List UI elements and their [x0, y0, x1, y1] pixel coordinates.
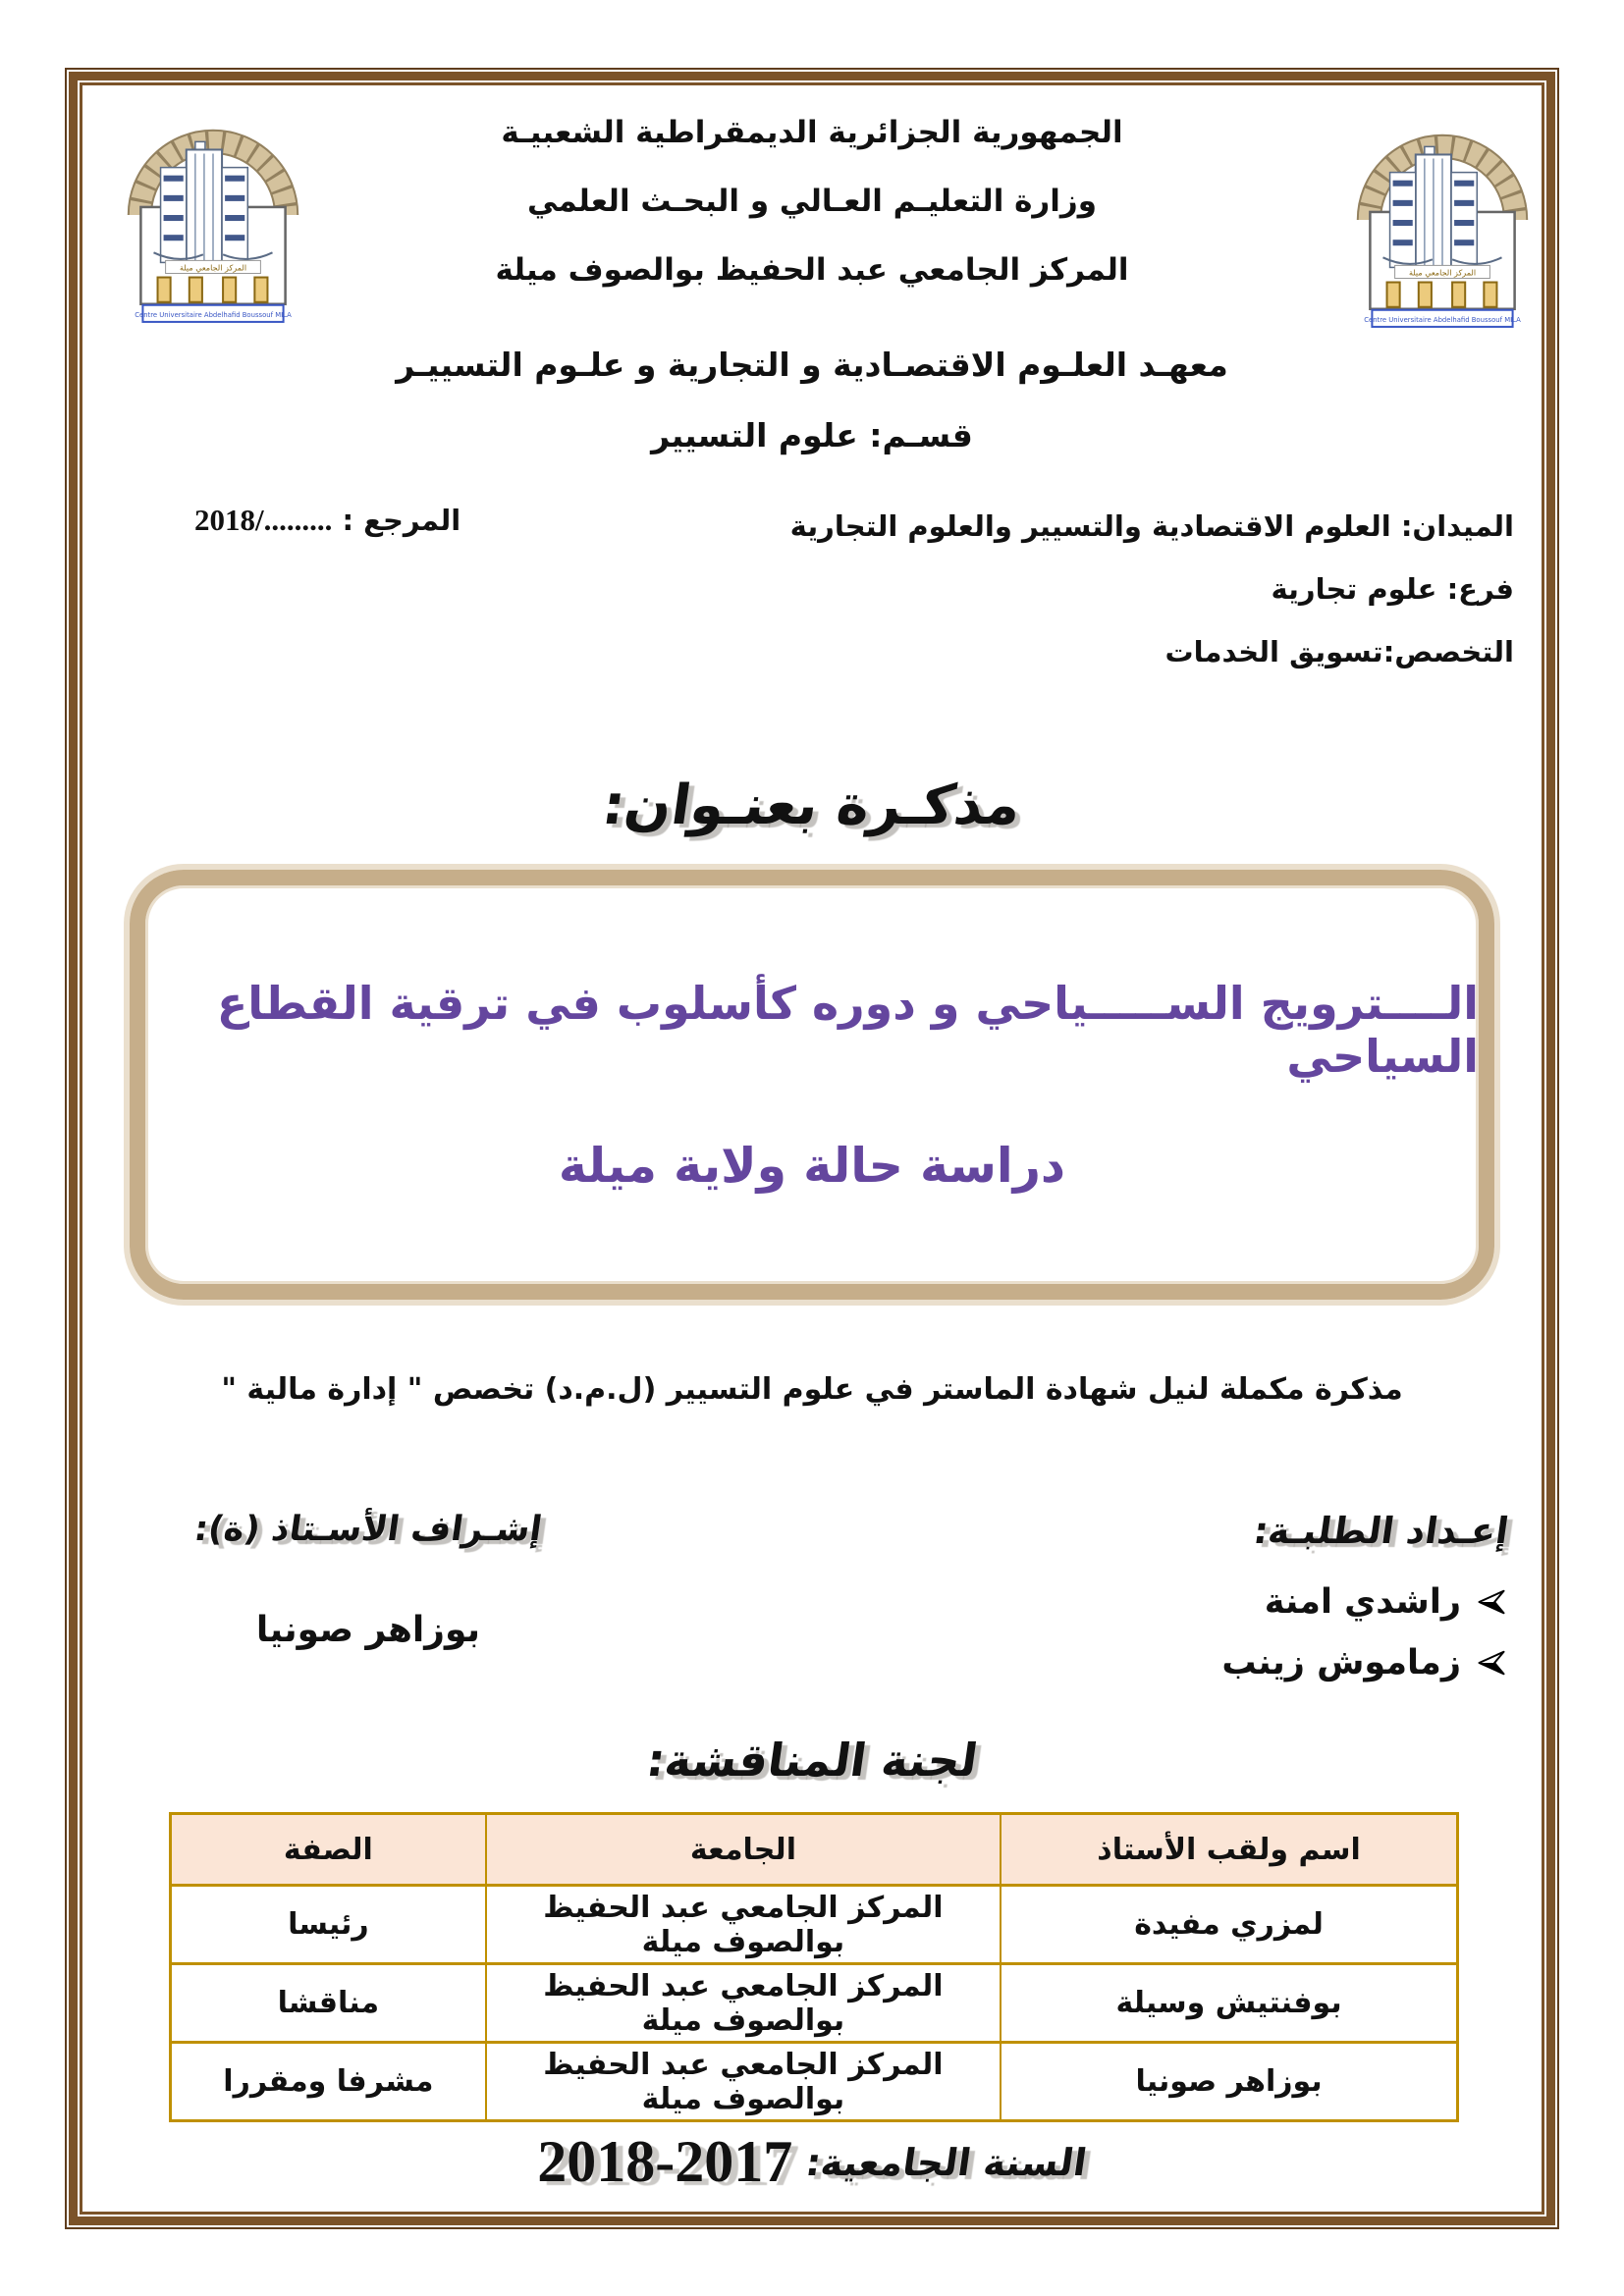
academic-year-label: السنة الجامعية: — [803, 2140, 1090, 2184]
table-header-row — [171, 1814, 1458, 1886]
university-center-line: المركز الجامعي عبد الحفيظ بوالصوف ميلة — [495, 252, 1129, 288]
institute-line: معهـد العلـوم الاقتصـادية و التجارية و علـوم التسييـر — [396, 346, 1228, 384]
professor-name: بوزاهر صونيا — [1001, 2043, 1457, 2121]
list-item — [1221, 1572, 1508, 1632]
supervisor-heading: إشـراف الأسـتاذ (ة): — [191, 1510, 545, 1549]
academic-year-value: 2018-2017 — [537, 2129, 793, 2194]
professor-role: مناقشا — [171, 1964, 486, 2043]
reference-value: 2018/......... — [194, 503, 333, 537]
students-block — [1221, 1510, 1512, 1693]
list-item — [1221, 1632, 1508, 1693]
student-name: زماموش زينب — [1221, 1643, 1461, 1682]
field-line: الميدان: العلوم الاقتصادية والتسيير والعلوم التجارية — [789, 509, 1514, 543]
supervisor-name: بوزاهر صونيا — [255, 1610, 481, 1650]
arrow-bullet-icon — [1475, 1648, 1508, 1678]
col-header-university: الجامعة — [486, 1814, 1001, 1886]
professor-name: لمزري مفيدة — [1001, 1886, 1457, 1964]
professor-university: المركز الجامعي عبد الحفيظ بوالصوف ميلة — [486, 2043, 1001, 2121]
professor-role: مشرفا ومقررا — [171, 2043, 486, 2121]
branch-line: فرع: علوم تجارية — [1271, 572, 1514, 606]
students-list — [1221, 1572, 1508, 1693]
student-name: راشدي امنة — [1264, 1582, 1461, 1622]
committee-table — [169, 1812, 1459, 2122]
col-header-role: الصفة — [171, 1814, 486, 1886]
reference-line — [194, 503, 460, 538]
arrow-bullet-icon — [1475, 1587, 1508, 1617]
republic-line: الجمهورية الجزائرية الديمقراطية الشعبيـة — [501, 115, 1123, 150]
professor-role: رئيسا — [171, 1886, 486, 1964]
thesis-title-line1: الــــترويج الســـــياحي و دوره كأسلوب في ترقية القطاع السياحي — [216, 976, 1479, 1083]
study-info-block — [790, 495, 1514, 683]
institute-block — [0, 330, 1624, 471]
academic-year-line — [0, 2128, 1624, 2196]
table-row — [171, 1964, 1458, 2043]
students-heading: إعـداد الطلبـة: — [1250, 1510, 1512, 1552]
department-line: قسـم: علوم التسيير — [651, 416, 973, 454]
thesis-title-box — [130, 870, 1494, 1300]
specialty-line: التخصص:تسويق الخدمات — [1164, 635, 1514, 668]
memo-heading: مذكـرة بعنـوان: — [598, 774, 1026, 837]
reference-label: المرجع : — [332, 504, 461, 537]
professor-name: بوفنتيش وسيلة — [1001, 1964, 1457, 2043]
professor-university: المركز الجامعي عبد الحفيظ بوالصوف ميلة — [486, 1886, 1001, 1964]
supervisor-block — [157, 1510, 579, 1650]
table-row — [171, 1886, 1458, 1964]
ministry-line: وزارة التعليـم العـالي و البحـث العلمي — [527, 184, 1097, 219]
table-row — [171, 2043, 1458, 2121]
degree-note: مذكرة مكملة لنيل شهادة الماستر في علوم التسيير (ل.م.د) تخصص " إدارة مالية " — [221, 1372, 1403, 1407]
committee-heading: لجنة المناقشة: — [643, 1734, 981, 1787]
thesis-title-line2: دراسة حالة ولاية ميلة — [558, 1137, 1066, 1194]
col-header-professor: اسم ولقب الأستاذ — [1001, 1814, 1457, 1886]
government-header — [0, 98, 1624, 304]
professor-university: المركز الجامعي عبد الحفيظ بوالصوف ميلة — [486, 1964, 1001, 2043]
